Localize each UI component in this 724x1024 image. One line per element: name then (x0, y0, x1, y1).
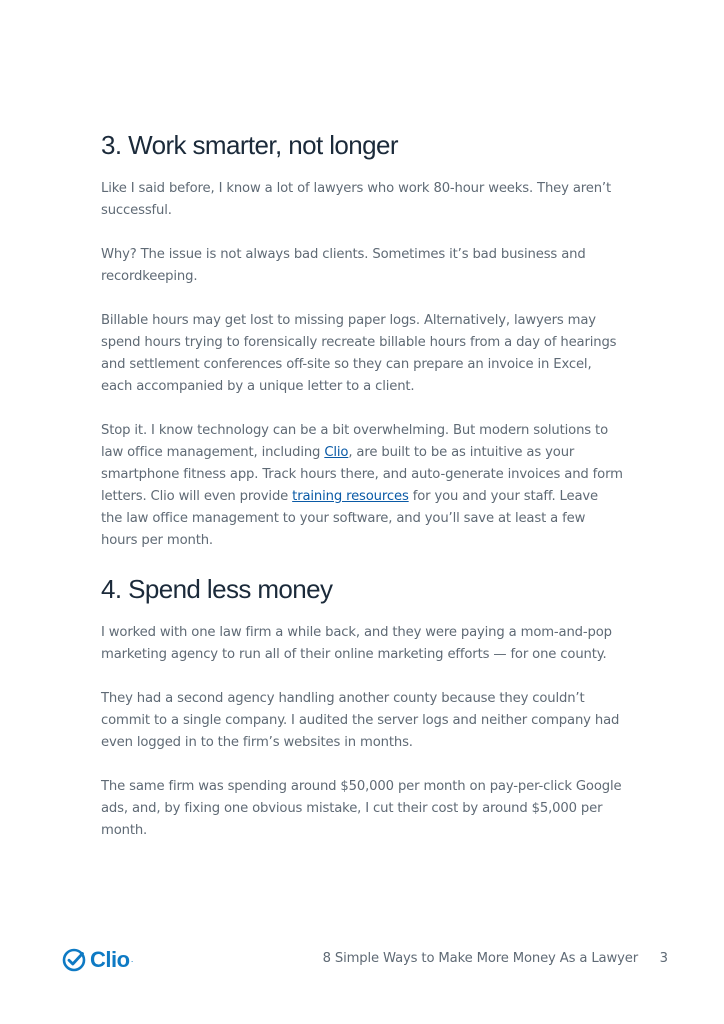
paragraph-text: Stop it. I know technology can be a bit overwhelming. But modern solutions to law office management, including (101, 423, 608, 460)
training-resources-link[interactable]: training resources (292, 489, 409, 504)
logo-trademark-dot: · (130, 956, 134, 966)
paragraph: Like I said before, I know a lot of lawyers who work 80-hour weeks. They aren’t successful. (101, 181, 611, 218)
paragraph: The same firm was spending around $50,000 per month on pay-per-click Google ads, and, by fixing one obvious mistake, I cut their cost by around $5,000 per month. (101, 779, 622, 838)
paragraph: They had a second agency handling another county because they couldn’t commit to a single company. I audited the server logs and neither company had even logged in to the firm’s websites in months. (101, 691, 620, 750)
paragraph: Billable hours may get lost to missing paper logs. Alternatively, lawyers may spend hours trying to forensically recreate billable hours from a day of hearings and settlement conferences off-site so they can prepare an invoice in Excel, each accompanied by a unique letter to a client. (101, 313, 617, 394)
document-body (101, 128, 623, 842)
paragraph: I worked with one law firm a while back, and they were paying a mom-and-pop marketing agency to run all of their online marketing efforts — for one county. (101, 625, 612, 662)
paragraph-text: , are built to be as intuitive as your smartphone fitness app. Track hours there, and auto-generate invoices and form letters. Clio will even provide (101, 445, 623, 504)
checkmark-circle-icon (62, 948, 86, 972)
section-heading-work-smarter: 3. Work smarter, not longer (101, 130, 398, 160)
section-heading-spend-less: 4. Spend less money (101, 574, 333, 604)
clio-logo (62, 946, 134, 974)
logo-wordmark: Clio (90, 947, 130, 972)
paragraph: Why? The issue is not always bad clients. Sometimes it’s bad business and recordkeeping. (101, 247, 586, 284)
clio-link[interactable]: Clio (324, 445, 349, 460)
paragraph-with-links (101, 420, 623, 552)
paragraph-text: for you and your staff. Leave the law office management to your software, and you’ll save at least a few hours per month. (101, 489, 599, 548)
page-footer (62, 946, 668, 974)
document-title: 8 Simple Ways to Make More Money As a Lawyer (322, 951, 638, 966)
page-number: 3 (659, 951, 668, 966)
